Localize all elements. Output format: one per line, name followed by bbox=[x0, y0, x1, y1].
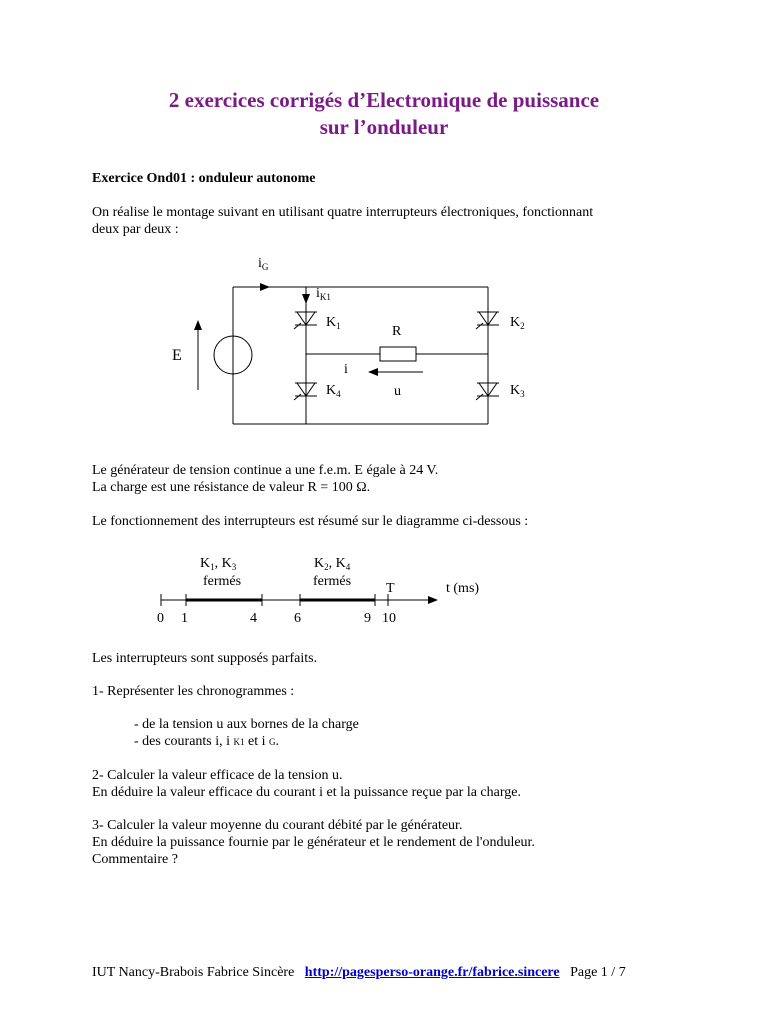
label-k1: $K_1$ bbox=[326, 315, 341, 331]
resistor-symbol bbox=[380, 347, 416, 361]
footer-page-number: Page 1 / 7 bbox=[570, 965, 626, 980]
label-e: E bbox=[172, 347, 182, 364]
question-1-item-1: - de la tension u aux bornes de la charge bbox=[134, 717, 359, 732]
page-title-line-2: sur l’onduleur bbox=[319, 115, 449, 139]
exercise-heading: Exercice Ond01 : onduleur autonome bbox=[92, 171, 316, 186]
question-1: 1- Représenter les chronogrammes : bbox=[92, 684, 295, 699]
label-fermes-1: fermés bbox=[203, 574, 242, 589]
label-k4: $K_4$ bbox=[326, 383, 341, 399]
tick-label-0: 0 bbox=[157, 611, 164, 626]
tick-label-4: 4 bbox=[250, 611, 257, 626]
label-period-t: T bbox=[386, 581, 395, 596]
label-k2-k4: $K_2$, $K_4$ bbox=[314, 556, 351, 572]
question-1-item-2: - des courants i, i K1 et i G. bbox=[134, 734, 280, 749]
question-3-line-2: En déduire la puissance fournie par le générateur et le rendement de l'onduleur. bbox=[92, 835, 535, 850]
tick-label-6: 6 bbox=[294, 611, 301, 626]
inverter-circuit-diagram bbox=[0, 0, 768, 450]
assumption-text: Les interrupteurs sont supposés parfaits. bbox=[92, 651, 318, 666]
footer bbox=[92, 964, 626, 981]
footer-author: IUT Nancy-Brabois Fabrice Sincère bbox=[92, 965, 295, 980]
label-axis-t-ms: t (ms) bbox=[446, 581, 480, 596]
load-statement: La charge est une résistance de valeur R = 100 Ω. bbox=[92, 480, 371, 495]
intro-line-2: deux par deux : bbox=[92, 222, 179, 237]
diagram-intro: Le fonctionnement des interrupteurs est résumé sur le diagramme ci-dessous : bbox=[92, 514, 529, 529]
question-2-line-1: 2- Calculer la valeur efficace de la tension u. bbox=[92, 768, 343, 783]
switch-timeline-diagram bbox=[0, 540, 768, 640]
label-k2: $K_2$ bbox=[510, 315, 525, 331]
ik1-arrow bbox=[302, 294, 310, 304]
label-k3: $K_3$ bbox=[510, 383, 525, 399]
footer-link[interactable]: http://pagesperso-orange.fr/fabrice.sincere bbox=[304, 965, 560, 980]
tick-label-1: 1 bbox=[181, 611, 188, 626]
label-ig: $i_G$ bbox=[258, 256, 269, 272]
page-title-line-1: 2 exercices corrigés d’Electronique de puissance bbox=[168, 88, 600, 112]
label-k1-k3: $K_1$, $K_3$ bbox=[200, 556, 237, 572]
question-3-line-3: Commentaire ? bbox=[92, 852, 178, 867]
label-fermes-2: fermés bbox=[313, 574, 352, 589]
label-ik1: $i_{K1}$ bbox=[316, 286, 331, 302]
tick-label-9: 9 bbox=[364, 611, 371, 626]
label-i: i bbox=[344, 362, 348, 377]
question-2-line-2: En déduire la valeur efficace du courant i et la puissance reçue par la charge. bbox=[92, 785, 521, 800]
question-3-line-1: 3- Calculer la valeur moyenne du courant débité par le générateur. bbox=[92, 818, 463, 833]
ig-arrow bbox=[260, 283, 270, 291]
generator-statement: Le générateur de tension continue a une f.e.m. E égale à 24 V. bbox=[92, 463, 439, 478]
time-axis-arrow bbox=[428, 596, 438, 604]
intro-line-1: On réalise le montage suivant en utilisant quatre interrupteurs électroniques, fonctionnant bbox=[92, 205, 594, 220]
label-u: u bbox=[394, 384, 401, 399]
tick-label-10: 10 bbox=[382, 611, 396, 626]
label-r: R bbox=[392, 324, 402, 339]
